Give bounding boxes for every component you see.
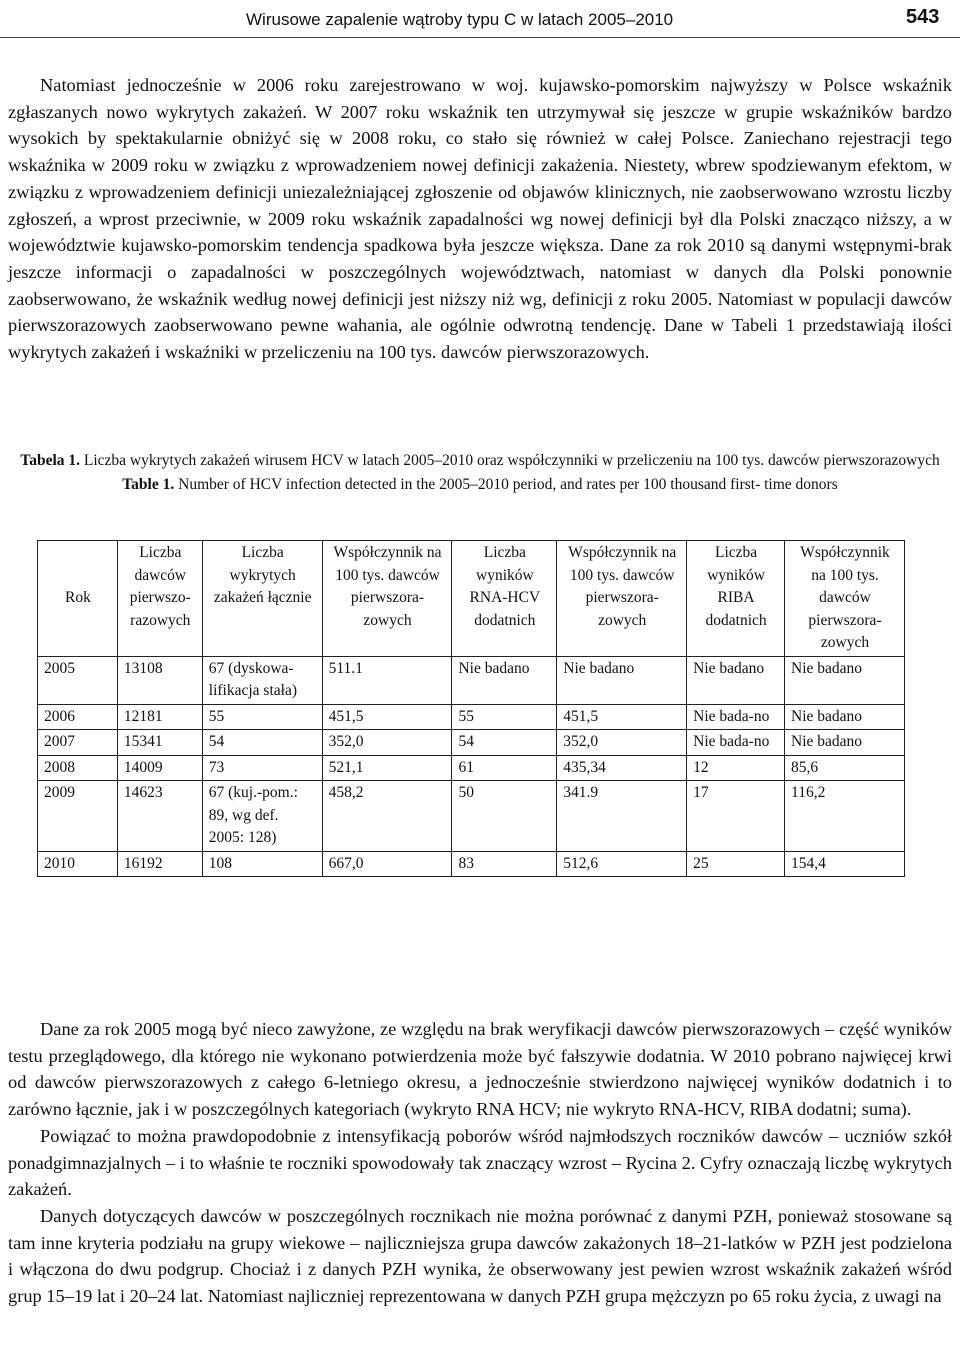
hcv-table: [37, 540, 905, 877]
caption-english-text: Number of HCV infection detected in the 2005–2010 period, and rates per 100 thousand first- time donors: [178, 475, 838, 493]
table-cell: 16192: [117, 851, 202, 877]
column-header: Współczynnik na 100 tys. dawców pierwszora-zowych: [785, 541, 905, 657]
table-cell: Nie bada-no: [687, 704, 785, 730]
column-header: Współczynnik na 100 tys. dawców pierwszora-zowych: [322, 541, 452, 657]
table-cell: 154,4: [785, 851, 905, 877]
column-header: Liczba wyników RNA-HCV dodatnich: [452, 541, 557, 657]
table-cell: 67 (dyskowa-lifikacja stała): [202, 656, 322, 704]
table-cell: 55: [452, 704, 557, 730]
caption-english-label: Table 1.: [122, 475, 175, 493]
table-cell: 352,0: [322, 730, 452, 756]
page-number: 543: [906, 6, 940, 28]
column-header: Współczynnik na 100 tys. dawców pierwszora-zowych: [557, 541, 687, 657]
table-cell: 116,2: [785, 781, 905, 852]
paragraph: Dane za rok 2005 mogą być nieco zawyżone, ze względu na brak weryfikacji dawców pierwszorazowych – część wyników testu przeglądowego, dla którego nie wykonano potwierdzenia może być fałszywie dodatnia. W 2010 pobrano najwięcej krwi od dawców pierwszorazowych z całego 6-letniego okresu, a jednocześnie stwierdzono najwięcej wyników dodatnich i to zarówno łącznie, jak i w poszczególnych kategoriach (wykryto RNA HCV; nie wykryto RNA-HCV, RIBA dodatni; suma).: [8, 1019, 952, 1120]
table-cell: 2006: [38, 704, 118, 730]
table-cell: 73: [202, 755, 322, 781]
table-cell: 512,6: [557, 851, 687, 877]
column-header: Liczba wykrytych zakażeń łącznie: [202, 541, 322, 657]
column-header: Liczba dawców pierwszo-razowych: [117, 541, 202, 657]
table-cell: 14009: [117, 755, 202, 781]
table-cell: 2010: [38, 851, 118, 877]
table-row: [38, 656, 905, 704]
table-caption: [8, 450, 952, 495]
table-cell: 341.9: [557, 781, 687, 852]
table-row: [38, 704, 905, 730]
table-cell: 14623: [117, 781, 202, 852]
table-cell: Nie badano: [785, 656, 905, 704]
header-rule: [0, 37, 960, 38]
table-cell: Nie badano: [687, 656, 785, 704]
intro-paragraph: Natomiast jednocześnie w 2006 roku zarejestrowano w woj. kujawsko-pomorskim najwyższy w Polsce wskaźnik zgłaszanych nowo wykrytych zakażeń. W 2007 roku wskaźnik ten utrzymywał się jeszcze w grupie wskaźników bardzo wysokich by spektakularnie obniżyć się w 2008 roku, co stało się również w całej Polsce. Zaniechano rejestracji tego wskaźnika w 2009 roku w związku z wprowadzeniem nowej definicji zakażenia. Niestety, wbrew spodziewanym efektom, w związku z wprowadzeniem definicji uniezależniającej zgłoszenie od objawów klinicznych, nie zaobserwowano wzrostu liczby zgłoszeń, a wprost przeciwnie, w 2009 roku wskaźnik zapadalności wg nowej definicji był dla Polski znacząco niższy, a w województwie kujawsko-pomorskim tendencja spadkowa była jeszcze większa. Dane za rok 2010 są danymi wstępnymi-brak jeszcze informacji o zapadalności w poszczególnych województwach, natomiast w danych dla Polski ponownie zaobserwowano, że wskaźnik według nowej definicji jest niższy niż wg, definicji z roku 2005. Natomiast w populacji dawców pierwszorazowych zaobserwowano pewne wahania, ale ogólnie odwrotną tendencję. Dane w Tabeli 1 przedstawiają ilości wykrytych zakażeń i wskaźniki w przeliczeniu na 100 tys. dawców pierwszorazowych.: [8, 75, 952, 363]
table-cell: 451,5: [322, 704, 452, 730]
page-header: [0, 0, 960, 40]
table-cell: 2008: [38, 755, 118, 781]
table-cell: 352,0: [557, 730, 687, 756]
body-after-table: [8, 1016, 952, 1310]
table-cell: 15341: [117, 730, 202, 756]
table-cell: 17: [687, 781, 785, 852]
caption-polish-label: Tabela 1.: [20, 452, 81, 469]
table-cell: 25: [687, 851, 785, 877]
table-cell: 13108: [117, 656, 202, 704]
table-cell: 458,2: [322, 781, 452, 852]
table-cell: Nie badano: [785, 730, 905, 756]
table-cell: 521,1: [322, 755, 452, 781]
table-cell: 667,0: [322, 851, 452, 877]
caption-english: [8, 474, 952, 496]
table-cell: 451,5: [557, 704, 687, 730]
table-cell: Nie badano: [557, 656, 687, 704]
table-cell: 435,34: [557, 755, 687, 781]
column-header: Rok: [38, 541, 118, 657]
caption-polish: [8, 450, 952, 472]
table-cell: 85,6: [785, 755, 905, 781]
table-cell: 108: [202, 851, 322, 877]
table-cell: 50: [452, 781, 557, 852]
table-cell: 511.1: [322, 656, 452, 704]
caption-polish-text: Liczba wykrytych zakażeń wirusem HCV w latach 2005–2010 oraz współczynniki w przeliczeniu na 100 tys. dawców pierwszorazowych: [83, 452, 940, 469]
table-row: [38, 730, 905, 756]
table-cell: 55: [202, 704, 322, 730]
table-header-row: [38, 541, 905, 657]
table-cell: 2009: [38, 781, 118, 852]
column-header: Liczba wyników RIBA dodatnich: [687, 541, 785, 657]
table-row: [38, 781, 905, 852]
table-cell: Nie badano: [785, 704, 905, 730]
table-cell: 12: [687, 755, 785, 781]
table-cell: 12181: [117, 704, 202, 730]
table-cell: 61: [452, 755, 557, 781]
table-row: [38, 755, 905, 781]
table-cell: 83: [452, 851, 557, 877]
paragraph: Danych dotyczących dawców w poszczególnych rocznikach nie można porównać z danymi PZH, ponieważ stosowane są tam inne kryteria podziału na grupy wiekowe – najliczniejsza grupa dawców zakażonych 18–21-latków w PZH jest podzielona i włączona do dwu podgrup. Chociaż i z danych PZH wynika, że obserwowany jest pewien wzrost wskaźnik zakażeń wśród grup 15–19 lat i 20–24 lat. Natomiast najliczniej reprezentowana w danych PZH grupa mężczyzn po 65 roku życia, z uwagi na: [8, 1205, 952, 1307]
table-cell: 54: [452, 730, 557, 756]
table-cell: 2007: [38, 730, 118, 756]
running-title: Wirusowe zapalenie wątroby typu C w latach 2005–2010: [246, 10, 674, 29]
table-cell: Nie badano: [452, 656, 557, 704]
table-row: [38, 851, 905, 877]
paragraph: Powiązać to można prawdopodobnie z intensyfikacją poborów wśród najmłodszych roczników dawców – uczniów szkół ponadgimnazjalnych – i to właśnie te roczniki spowodowały tak znaczący wzrost – Rycina 2. Cyfry oznaczają liczbę wykrytych zakażeń.: [8, 1125, 952, 1200]
table-cell: 2005: [38, 656, 118, 704]
table-cell: Nie bada-no: [687, 730, 785, 756]
table-cell: 54: [202, 730, 322, 756]
table-cell: 67 (kuj.-pom.: 89, wg def. 2005: 128): [202, 781, 322, 852]
